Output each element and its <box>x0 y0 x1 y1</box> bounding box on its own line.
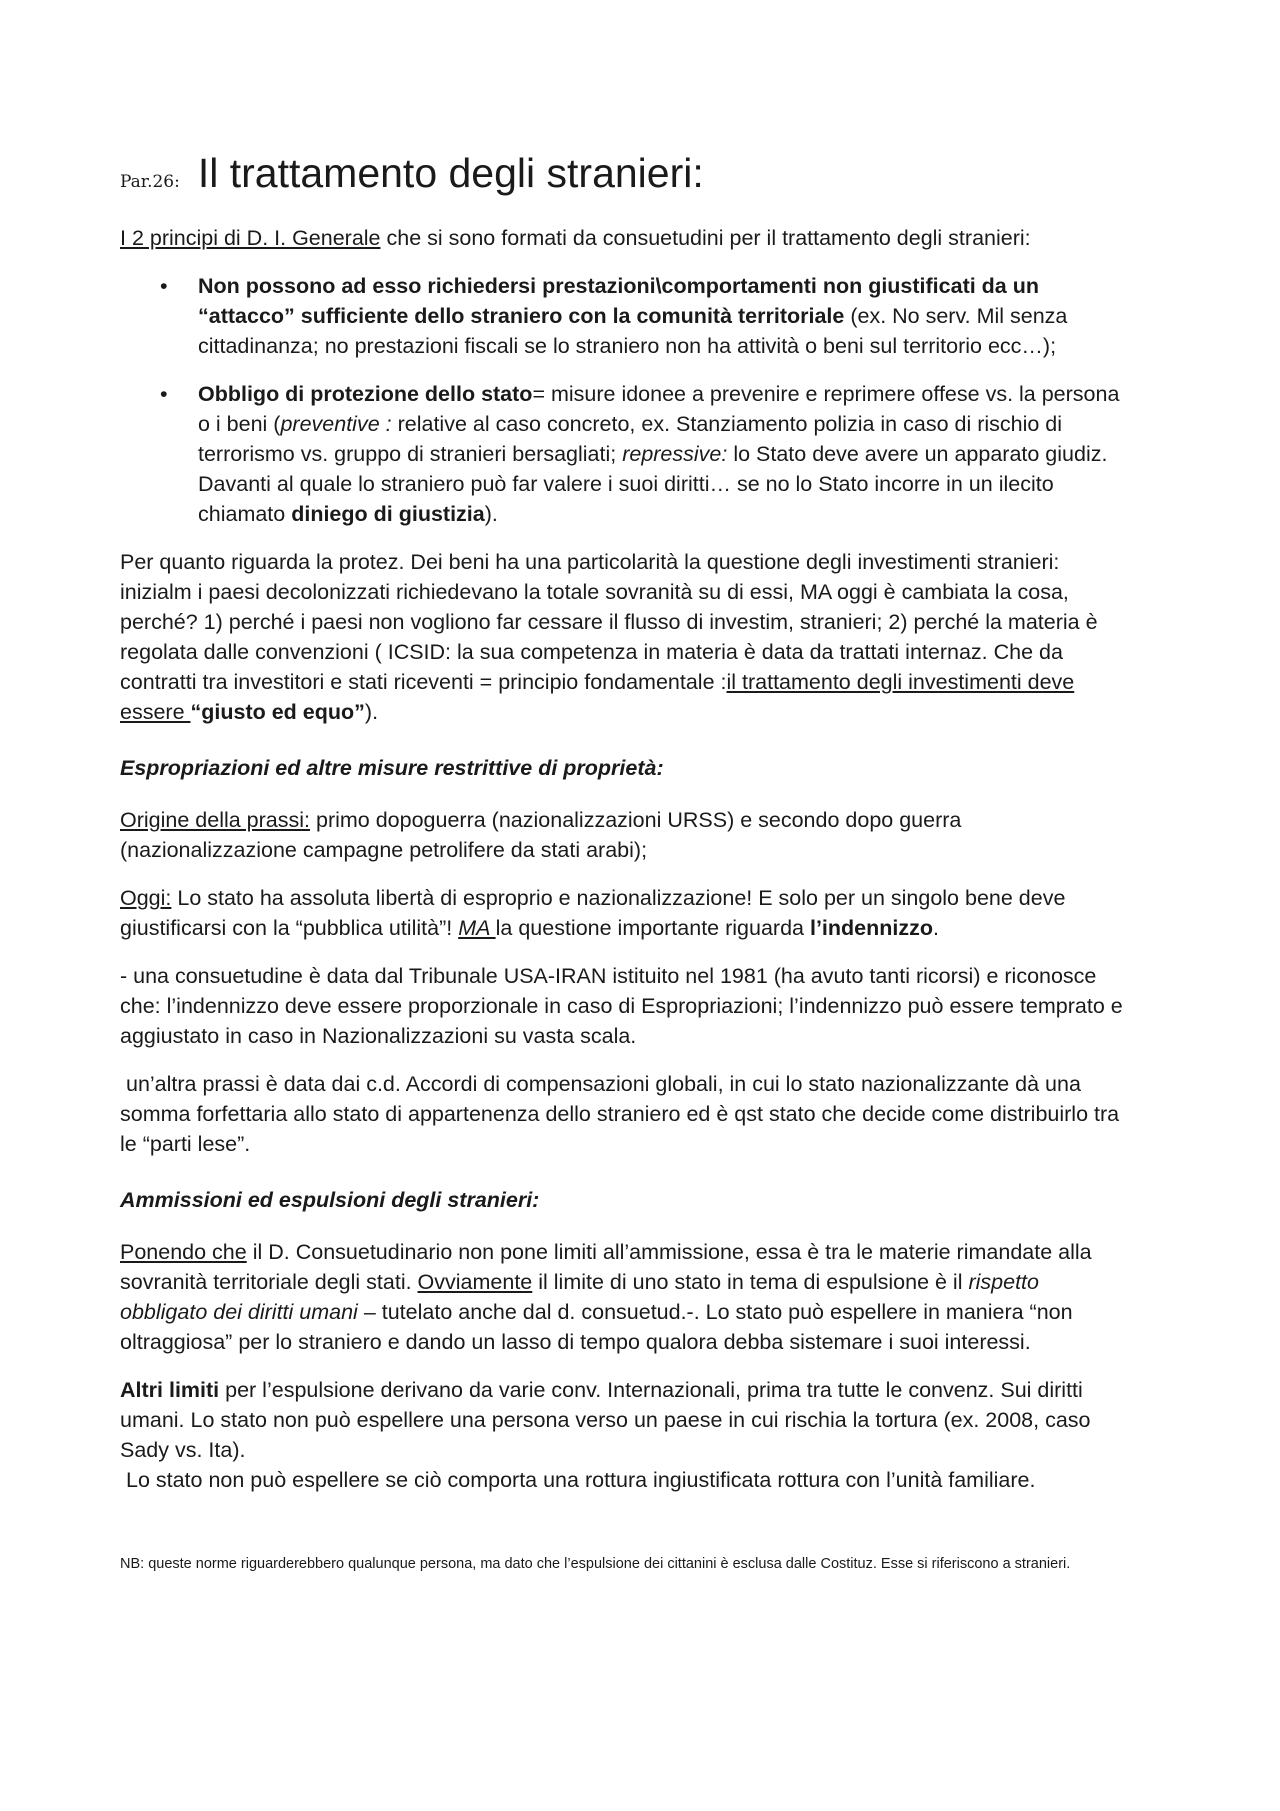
investments-paragraph <box>120 547 1130 727</box>
section-heading-expulsions: Ammissioni ed espulsioni degli stranieri: <box>120 1188 540 1212</box>
principle-2-text: = misure idonee a prevenire e reprimere offese vs. la persona o i beni ( <box>198 382 1120 436</box>
today-text: la questione importante riguarda <box>495 916 810 940</box>
intro-text: che si sono formati da consuetudini per il trattamento degli stranieri: <box>380 226 1031 250</box>
admission-italic: rispetto obbligato dei diritti umani <box>120 1270 1039 1324</box>
principle-2-italic: preventive : <box>280 412 392 436</box>
principle-2-italic: repressive: <box>622 442 728 466</box>
custom-paragraph: - una consuetudine è data dal Tribunale USA-IRAN istituito nel 1981 (ha avuto tanti ricorsi) e riconosce che: l’indennizzo deve essere proporzionale in caso di Espropriazioni; l’indennizzo può essere temprato e aggiustato in caso in Nazionalizzazioni su vasta scala. <box>120 964 1123 1048</box>
investments-end: ). <box>364 700 379 724</box>
investments-underlined: il trattamento degli investimenti deve essere <box>120 670 1075 724</box>
admission-text: il D. Consuetudinario non pone limiti all’ammissione, essa è tra le materie rimandate alla sovranità territoriale degli stati. <box>120 1240 1092 1294</box>
origin-text: primo dopoguerra (nazionalizzazioni URSS) e secondo dopo guerra (nazionalizzazione campagne petrolifere da stati arabi); <box>120 808 962 862</box>
family-paragraph: Lo stato non può espellere se ciò comporta una rottura ingiustificata rottura con l’unità familiare. <box>120 1468 1036 1492</box>
footnote: NB: queste norme riguarderebbero qualunque persona, ma dato che l’espulsione dei cittanini è esclusa dalle Costituz. Esse si riferiscono a stranieri. <box>120 1556 1071 1572</box>
page-title: Il trattamento degli stranieri: <box>197 150 704 196</box>
title-row <box>120 150 1130 197</box>
principle-2-bold: diniego di giustizia <box>291 502 485 526</box>
admission-underlined: Ovviamente <box>417 1270 533 1294</box>
origin-label: Origine della prassi: <box>120 808 311 832</box>
admission-text: il limite di uno stato in tema di espulsione è il <box>532 1270 969 1294</box>
agreements-paragraph: un’altra prassi è data dai c.d. Accordi di compensazioni globali, in cui lo stato nazionalizzante dà una somma forfettaria allo stato di appartenenza dello straniero ed è qst stato che decide come distribuirlo tra le “parti lese”. <box>120 1072 1126 1156</box>
limits-paragraph <box>120 1375 1130 1465</box>
today-text: Lo stato ha assoluta libertà di esproprio e nazionalizzazione! E solo per un singolo bene deve giustificarsi con la “pubblica utilità”! <box>120 886 1066 940</box>
principle-2-text: relative al caso concreto, ex. Stanziamento polizia in caso di rischio di terrorismo vs. gruppo di stranieri bersagliati; <box>198 412 1063 466</box>
admission-text: – tutelato anche dal d. consuetud.-. Lo stato può espellere in maniera “non oltraggiosa” per lo straniero e dando un lasso di tempo qualora debba sistemare i suoi interessi. <box>120 1300 1073 1354</box>
principle-2-text: lo Stato deve avere un apparato giudiz. Davanti al quale lo straniero può far valere i suoi diritti… se no lo Stato incorre in un ilecito chiamato <box>198 442 1108 526</box>
bullet-icon: • <box>160 274 168 298</box>
principle-2-text: ). <box>484 502 498 526</box>
today-end: . <box>933 916 939 940</box>
investments-bold: “giusto ed equo” <box>190 700 365 724</box>
today-label: Oggi: <box>120 886 172 910</box>
investments-text: Per quanto riguarda la protez. Dei beni ha una particolarità la questione degli investimenti stranieri: inizialm i paesi decolonizzati richiedevano la totale sovranità su di essi, MA oggi è cambiata la cosa, perché? 1) perché i paesi non vogliono far cessare il flusso di investim, stranieri; 2) perché la materia è regolata dalle convenzioni ( ICSID: la sua competenza in materia è data da trattati internaz. Che da contratti tra investitori e stati riceventi = principio fondamentale : <box>120 550 1098 694</box>
admission-paragraph <box>120 1237 1130 1357</box>
intro-paragraph <box>120 223 1130 253</box>
paragraph-label: Par.26: <box>120 172 180 192</box>
list-item <box>120 271 1130 361</box>
principle-1-text: (ex. No serv. Mil senza cittadinanza; no prestazioni fiscali se lo straniero non ha attività o beni sul territorio ecc…); <box>198 304 1068 358</box>
list-item <box>120 379 1130 529</box>
section-heading-expropriations: Espropriazioni ed altre misure restrittive di proprietà: <box>120 756 664 780</box>
bullet-icon: • <box>160 382 168 406</box>
principle-1-bold: Non possono ad esso richiedersi prestazioni\comportamenti non giustificati da un “attacco” sufficiente dello straniero con la comunità territoriale <box>198 274 1040 328</box>
origin-paragraph <box>120 805 1130 865</box>
intro-underlined: I 2 principi di D. I. Generale <box>120 226 381 250</box>
today-ma: MA <box>458 916 496 940</box>
admission-underlined: Ponendo che <box>120 1240 247 1264</box>
limits-text: per l’espulsione derivano da varie conv. Internazionali, prima tra tutte le convenz. Sui diritti umani. Lo stato non può espellere una persona verso un paese in cui rischia la tortura (ex. 2008, caso Sady vs. Ita). <box>120 1378 1091 1462</box>
today-bold: l’indennizzo <box>809 916 933 940</box>
principles-list <box>120 271 1130 529</box>
principle-2-bold: Obbligo di protezione dello stato <box>198 382 533 406</box>
limits-bold: Altri limiti <box>120 1378 220 1402</box>
document-page <box>120 150 1130 1576</box>
today-paragraph <box>120 883 1130 943</box>
